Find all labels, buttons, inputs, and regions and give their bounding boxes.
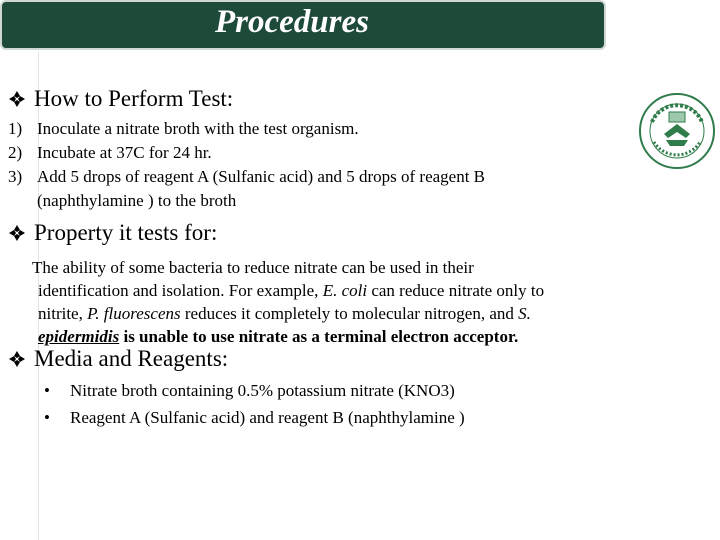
list-item: 2) Incubate at 37C for 24 hr. [8,143,212,162]
heading-text: Property it tests for: [34,220,218,245]
title-bar [0,0,606,50]
list-item: • Nitrate broth containing 0.5% potassium nitrate (KNO3) [44,381,455,400]
list-item: 1) Inoculate a nitrate broth with the test organism. [8,119,359,138]
heading-text: How to Perform Test: [34,86,234,111]
list-item: • Reagent A (Sulfanic acid) and reagent B (naphthylamine ) [44,408,465,427]
media-list [44,377,465,431]
diamond-bullet-icon [8,224,26,242]
university-seal-icon [638,92,716,170]
heading-property [8,220,217,246]
property-paragraph: The ability of some bacteria to reduce nitrate can be used in their identification and isolation. For example, E. coli can reduce nitrate only to nitrite, P. fluorescens reduces it completely to molecular nitrogen, and S. epidermidis is unable to use nitrate as a terminal electron acceptor. [32,258,545,346]
diamond-bullet-icon [8,350,26,368]
list-item: 3) Add 5 drops of reagent A (Sulfanic acid) and 5 drops of reagent B (naphthylamine ) to the broth [8,167,486,210]
heading-text: Media and Reagents: [34,346,229,371]
heading-media [8,346,228,372]
page-title: Procedures [215,4,369,40]
heading-how-to-perform [8,86,233,112]
diamond-bullet-icon [8,90,26,108]
steps-list [8,117,628,213]
